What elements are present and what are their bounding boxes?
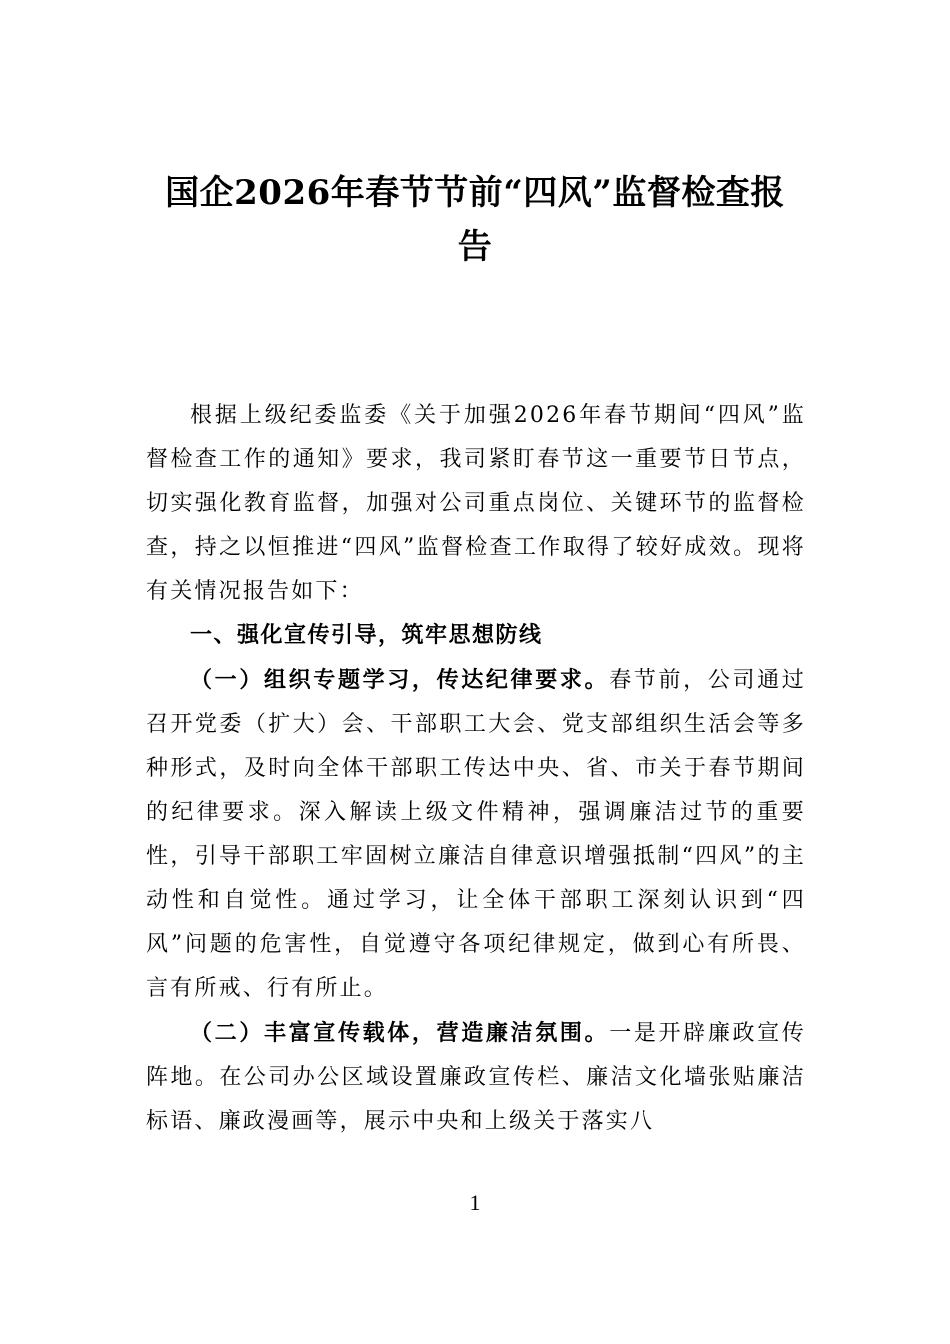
intro-paragraph: 根据上级纪委监委《关于加强2026年春节期间“四风”监督检查工作的通知》要求，我司紧盯春节这一重要节日节点，切实强化教育监督，加强对公司重点岗位、关键环节的监督检查，持之以恒推进“四风”监督检查工作取得了较好成效。现将有关情况报告如下：	[146, 403, 806, 604]
item-1-text: 春节前，公司通过召开党委（扩大）会、干部职工大会、党支部组织生活会等多种形式，及时向全体干部职工传达中央、省、市关于春节期间的纪律要求。深入解读上级文件精神，强调廉洁过节的重要性，引导干部职工牢固树立廉洁自律意识增强抵制“四风”的主动性和自觉性。通过学习，让全体干部职工深刻认识到“四风”问题的危害性，自觉遵守各项纪律规定，做到心有所畏、言有所戒、行有所止。	[146, 668, 806, 1001]
page-number: 1	[469, 1190, 481, 1215]
section-1-heading: 一、强化宣传引导，筑牢思想防线	[190, 623, 543, 648]
title-line-1: 国企2026年春节节前“四风”监督检查报	[165, 173, 785, 213]
item-2-text: 一是开辟廉政宣传阵地。在公司办公区域设置廉政宣传栏、廉洁文化墙张贴廉洁标语、廉政漫画等，展示中央和上级关于落实八	[146, 1021, 806, 1134]
document-body	[146, 394, 806, 1144]
title-line-2: 告	[457, 227, 493, 267]
item-1-lead: （一）组织专题学习，传达纪律要求。	[190, 667, 610, 693]
item-1-paragraph	[146, 658, 806, 1011]
document-title	[140, 166, 810, 274]
item-2-lead: （二）丰富宣传载体，营造廉洁氛围。	[190, 1020, 610, 1046]
item-2-paragraph	[146, 1011, 806, 1144]
